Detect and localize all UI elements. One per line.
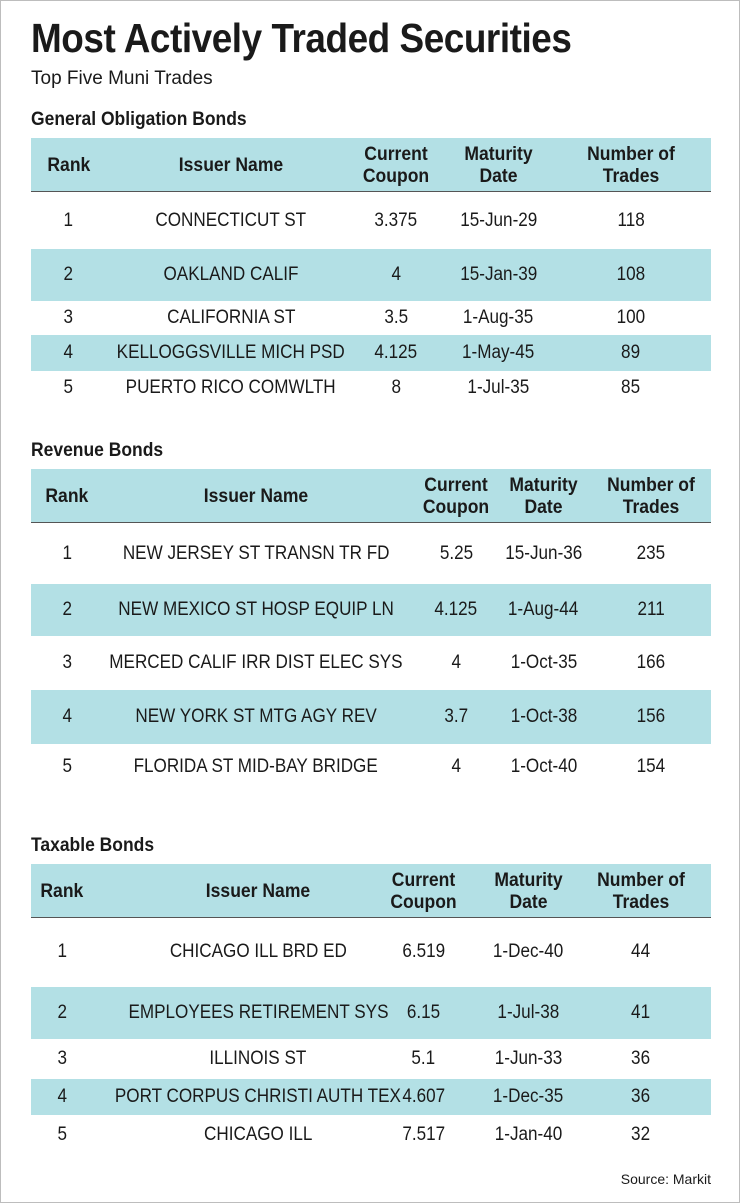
cell-maturity-date: 15-Jun-36 [504,543,583,564]
cell-rank: 3 [62,652,72,673]
cell-current-coupon: 3.5 [384,307,408,328]
source-note: Source: Markit [620,1171,711,1187]
column-header-number-of-trades: Number of Trades [607,473,695,518]
cell-issuer-name: PUERTO RICO COMWLTH [126,377,336,398]
cell-current-coupon: 4 [451,652,461,673]
cell-rank: 2 [57,1002,67,1023]
cell-maturity-date: 1-Oct-38 [510,706,577,727]
column-header-issuer-name: Issuer Name [205,879,311,902]
column-header-current-coupon: Current Coupon [422,473,490,518]
cell-rank: 5 [62,756,72,777]
table-row [31,636,711,690]
cell-maturity-date: 1-Jul-38 [497,1002,560,1023]
cell-issuer-name: CHICAGO ILL BRD ED [169,941,347,962]
column-header-rank: Rank [45,484,89,507]
column-header-rank: Rank [47,153,90,176]
cell-number-of-trades: 156 [636,706,666,727]
cell-issuer-name: ILLINOIS ST [209,1048,307,1069]
cell-current-coupon: 4.607 [402,1086,445,1107]
cell-rank: 2 [63,264,74,285]
cell-issuer-name: OAKLAND CALIF [163,264,299,285]
table-row [31,249,711,301]
page-title: Most Actively Traded Securities [31,15,572,61]
cell-rank: 5 [63,377,74,398]
table-header-row [31,469,711,523]
cell-rank: 3 [63,307,74,328]
column-header-maturity-date: Maturity Date [494,868,563,913]
column-header-issuer-name: Issuer Name [203,484,309,507]
cell-maturity-date: 1-Jan-40 [494,1124,563,1145]
cell-rank: 4 [57,1086,67,1107]
column-header-issuer-name: Issuer Name [178,153,284,176]
cell-number-of-trades: 41 [631,1002,651,1023]
cell-current-coupon: 8 [391,377,401,398]
cell-maturity-date: 1-Oct-40 [510,756,577,777]
cell-issuer-name: NEW JERSEY ST TRANSN TR FD [122,543,390,564]
cell-number-of-trades: 235 [636,543,666,564]
column-header-maturity-date: Maturity Date [464,142,533,187]
cell-current-coupon: 5.25 [439,543,473,564]
cell-issuer-name: MERCED CALIF IRR DIST ELEC SYS [109,652,403,673]
cell-rank: 3 [57,1048,67,1069]
cell-maturity-date: 1-Oct-35 [510,652,577,673]
cell-current-coupon: 4.125 [434,599,478,620]
table-row [31,1039,711,1079]
cell-rank: 1 [62,543,72,564]
table-row [31,690,711,744]
cell-current-coupon: 4 [391,264,401,285]
table-row [31,193,711,249]
cell-rank: 1 [63,210,74,231]
table-row [31,919,711,985]
cell-current-coupon: 3.375 [374,210,418,231]
cell-current-coupon: 6.15 [406,1002,441,1023]
cell-maturity-date: 1-Aug-44 [508,599,579,620]
cell-issuer-name: FLORIDA ST MID-BAY BRIDGE [133,756,379,777]
table-row [31,744,711,790]
cell-issuer-name: KELLOGGSVILLE MICH PSD [116,342,346,363]
cell-current-coupon: 5.1 [411,1048,436,1069]
table-row [31,301,711,335]
cell-number-of-trades: 108 [616,264,646,285]
cell-maturity-date: 1-Dec-35 [493,1086,564,1107]
cell-number-of-trades: 89 [621,342,641,363]
cell-number-of-trades: 166 [636,652,666,673]
cell-maturity-date: 1-Jul-35 [467,377,530,398]
cell-number-of-trades: 36 [631,1048,651,1069]
column-header-current-coupon: Current Coupon [390,868,457,913]
cell-issuer-name: CHICAGO ILL [203,1124,313,1145]
cell-number-of-trades: 100 [616,307,646,328]
cell-rank: 4 [62,706,72,727]
cell-number-of-trades: 36 [631,1086,651,1107]
table-header-row [31,864,711,918]
table-row [31,987,711,1039]
cell-current-coupon: 6.519 [402,941,445,962]
cell-maturity-date: 1-Jun-33 [494,1048,563,1069]
cell-current-coupon: 3.7 [444,706,468,727]
section-title: General Obligation Bonds [31,109,247,130]
section-title: Taxable Bonds [31,835,155,856]
table-row [31,584,711,636]
cell-maturity-date: 1-May-45 [462,342,535,363]
cell-rank: 5 [57,1124,67,1145]
cell-maturity-date: 1-Dec-40 [493,941,564,962]
cell-rank: 1 [57,941,67,962]
table-row [31,371,711,405]
column-header-number-of-trades: Number of Trades [587,142,675,187]
cell-issuer-name: EMPLOYEES RETIREMENT SYS [127,1002,389,1023]
table-row [31,335,711,371]
cell-current-coupon: 7.517 [402,1124,445,1145]
cell-number-of-trades: 85 [621,377,641,398]
cell-issuer-name: CALIFORNIA ST [166,307,296,328]
table-row [31,1115,711,1155]
cell-number-of-trades: 44 [631,941,651,962]
table-row [31,1079,711,1115]
column-header-maturity-date: Maturity Date [509,473,578,518]
page-subtitle: Top Five Muni Trades [31,68,213,89]
cell-issuer-name: NEW YORK ST MTG AGY REV [135,706,377,727]
cell-maturity-date: 1-Aug-35 [463,307,534,328]
cell-number-of-trades: 32 [631,1124,651,1145]
section-title: Revenue Bonds [31,440,164,461]
table-header-row [31,138,711,192]
cell-number-of-trades: 154 [636,756,666,777]
cell-current-coupon: 4.125 [374,342,418,363]
table-row [31,524,711,584]
cell-rank: 4 [63,342,74,363]
cell-issuer-name: CONNECTICUT ST [155,210,307,231]
cell-issuer-name: PORT CORPUS CHRISTI AUTH TEX [114,1086,402,1107]
column-header-current-coupon: Current Coupon [362,142,430,187]
column-header-number-of-trades: Number of Trades [597,868,685,913]
cell-issuer-name: NEW MEXICO ST HOSP EQUIP LN [118,599,394,620]
cell-number-of-trades: 118 [617,210,645,231]
cell-rank: 2 [62,599,72,620]
cell-current-coupon: 4 [451,756,461,777]
cell-maturity-date: 15-Jun-29 [459,210,538,231]
cell-number-of-trades: 211 [637,599,665,620]
cell-maturity-date: 15-Jan-39 [459,264,538,285]
column-header-rank: Rank [40,879,84,902]
